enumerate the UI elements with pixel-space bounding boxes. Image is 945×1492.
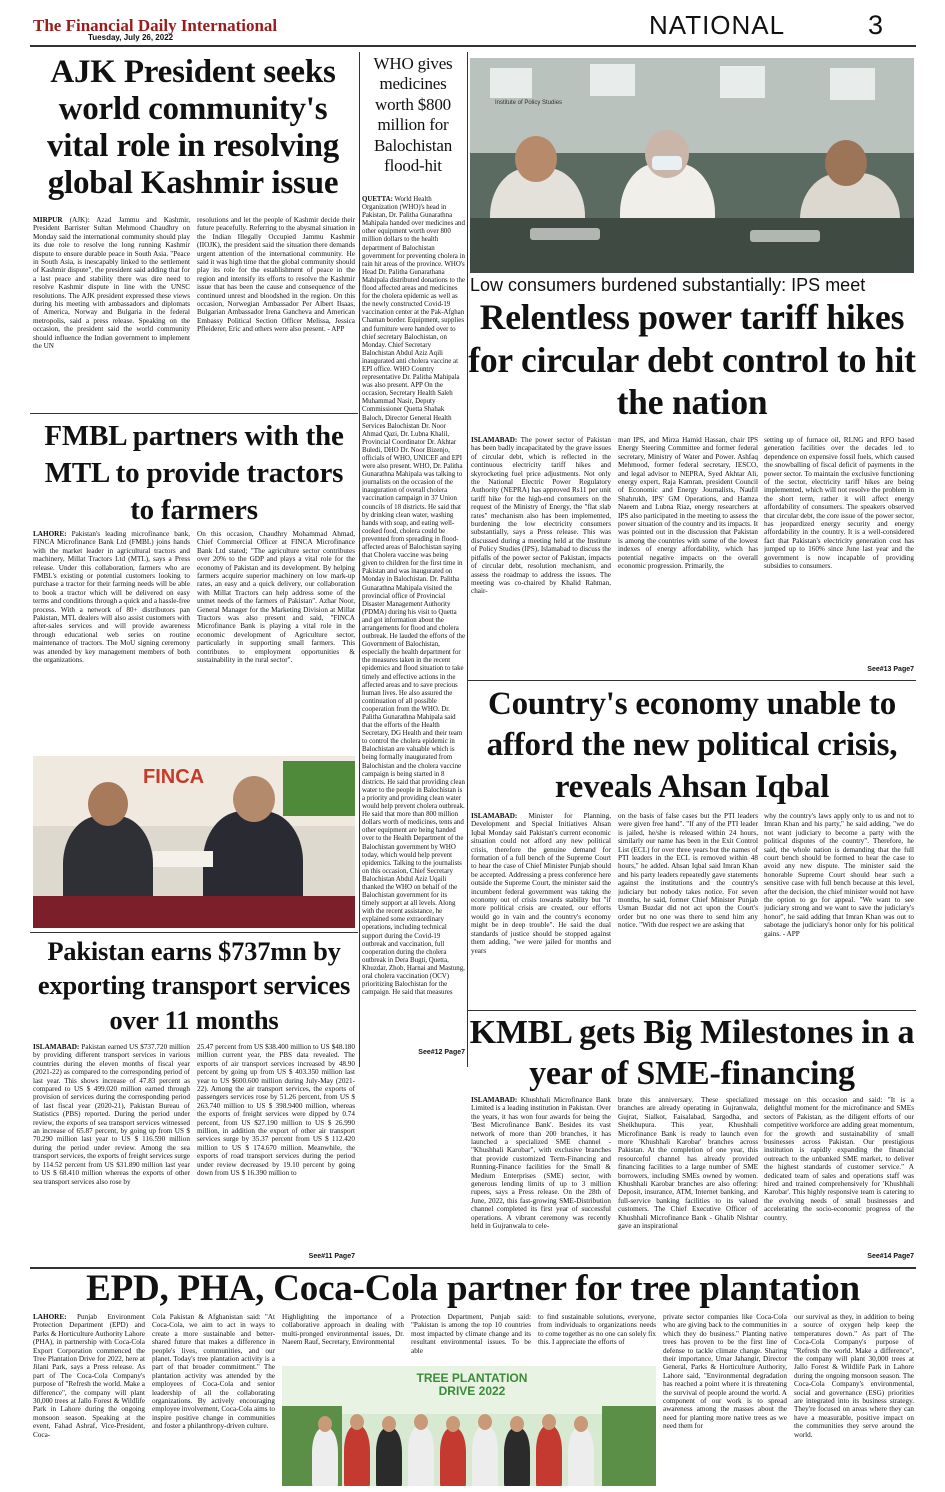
ips-headline: Relentless power tariff hikes for circular debt control to hit the nation <box>468 297 916 423</box>
who-dateline: QUETTA: <box>362 196 393 203</box>
ahsan-dateline: ISLAMABAD: <box>471 812 518 820</box>
ahsan-body-col3: why the country's laws apply only to us and not to Imran Khan and his party," he said adding, "we do not want judiciary to become a party with the political disputes of the country". Therefore, he said, the whole nation is demanding that the full court bench should be formed to hear the case to avoid any new dispute. The minister said the honorable Supreme Court should hear such a sensitive case with full bench because at this level, after the decision, the chief minister would not have the option to go for appeal. "We want to see judiciary strong and we want to save the judiciary's honor", he said adding that Imran Khan was out to sabotage the judiciary's honor only for his political gains. - APP <box>764 812 914 938</box>
kmbl-dateline: ISLAMABAD: <box>471 1096 518 1104</box>
who-body <box>362 196 465 1046</box>
kmbl-body-col3: message on this occasion and said: "It is a delightful moment for the microfinance and SMEs sectors of Pakistan, as the diligent efforts of our competitive workforce are adding great momentum, for the growth and sustainability of small businesses across Pakistan. Our prestigious institution is rapidly expanding the financial outreach to the unbanked SME market, to deliver the highest standards of customer service." A dedicated team of sales and operations staff was hired and trained comprehensively for 'Khushhali Karobar'. This highly responsive team is catering to the evolving needs of small businesses and accelerating the socio-economic progress of the country. <box>764 1096 914 1222</box>
epd-body-col3: Highlighting the importance of a collaborative approach in dealing with multi-pronged environmental issues, Dr. Naeem Rauf, Secretary, Environmental <box>282 1313 404 1347</box>
issue-date: Tuesday, July 26, 2022 <box>88 33 174 42</box>
fmbl-body-col1 <box>33 530 190 752</box>
transport-dateline: ISLAMABAD: <box>33 1043 80 1051</box>
kmbl-continued: See#14 Page7 <box>867 1253 914 1260</box>
ahsan-body-col2: on the basis of false cases but the PTI leaders were given free hand". "If any of the PTI leader is jailed, he/she is released within 24 hours, similarly our name has been in the Exit Control List (ECL) for over three years but the names of PTI leaders in the ECL is removed within 48 hours," he added. Ahsan Iqbal said Imran Khan and his party leaders repeatedly gave statements against the institutions and the country's judiciary but nobody takes notice. For seven months, he said, former Chief Minister Punjab Usman Buzdar did not act upon the Court's order but no one was there to send him any notice. "With due respect we are asking that <box>618 812 758 930</box>
ajk-body-col1 <box>33 216 190 412</box>
ips-text-1: The power sector of Pakistan has been badly incapacitated by the grave issues of circular debt, which is reflected in the continuous electricity tariff hikes and skyrocketing fuel price adjustments. Not only the National Electric Power Regulatory Authority (NEPRA) has approved Rs11 per unit tariff hike for the high-end consumers on the request of the Ministry of Energy, the "flat slab rates" mechanism also has been implemented, burdening the low electricity consumers substantially, says a Press release. This was discussed during a meeting held at the Institute of Policy Studies (IPS), Islamabad to discuss the pitfalls of the power sector of Pakistan, impacts of circular debt, resolution mechanism, and assess the roadmap to address the issues. The meeting was co-chaired by Khalid Rahman, chair- <box>471 436 611 596</box>
who-headline: WHO gives medicines worth $800 million for Balochistan flood-hit <box>373 54 453 175</box>
ahsan-text-1: Minister for Planning, Development and Special Initiatives Ahsan Iqbal Monday said Pakistan's current economic situation could not afford any new political crisis, therefore the genuine demand for formation of a full bench of the Supreme Court to hear the case of Chief Minister Punjab should be accepted. Addressing a press conference here outside the Supreme Court, the minister said the incumbent federal government was taking the economy out of crisis towards stability but "if more political crisis are created, our efforts would go in vain and the country's economy might be in deep trouble". He said the dual standards of justice should be stopped against them adding, "we were jailed for months and years <box>471 812 611 955</box>
page-number: 3 <box>868 10 884 40</box>
epd-headline: EPD, PHA, Coca-Cola partner for tree plantation <box>86 1268 860 1309</box>
fmbl-text-1: Pakistan's leading microfinance bank, FINCA Microfinance Bank Ltd (FMBL) joins hands with the market leader in agricultural tractors and machinery, Millat Tractors Ltd (MTL), says a Press release. Under this collaboration, farmers who are FMBL's existing or potential customers looking to purchase a tractor for their farming needs will be able to book a tractor which will be delivered on easy terms and conditions through a quick and a hassle-free process. With a network of 80+ distributors pan Pakistan, MTL dealers will also assist customers with after-sales services and will provide awareness through educational web series on routine maintenance of tractors. The MoU signing ceremony was attended by key management members of both the organizations. <box>33 530 190 665</box>
kmbl-text-1: Khushhali Microfinance Bank Limited is a leading institution in Pakistan. Over the years, it has won four awards for being the 'Best Microfinance Bank'. Besides its vast network of more than 200 branches, it has launched a specialized SME channel - "Khushhali Karobar", with exclusive branches that provide customized Term-Financing and Running-Finance facilities for the Small & Medium Enterprises (SME) sector, with generous lending limits of up to 3 million rupees, says a Press release. On the 28th of June, 2022, this fast-growing SME-Distribution channel completed its first year of successful operations. A vibrant ceremony was recently held in Gujranwala to cele- <box>471 1096 611 1231</box>
epd-body-col4: Protection Department, Punjab said: "Pakistan is among the top 10 countries most impacted by climate change and its resultant environmental issues. To be able <box>411 1313 531 1355</box>
ajk-body-col2: resolutions and let the people of Kashmir decide their future peacefully. Referring to the abysmal situation in the Indian Illegally Occupied Jammu Kashmir (IIOJK), the president said the situation there demands urgent attention of the international community. He said it was high time that the global community should play its role for the establishment of peace in the region and intensify its efforts to resolve the Kashmir issue that has been the cause and consequence of the continued unrest and bloodshed in the region. On this occasion, Norwegian Ambassador Per Albert Ilsaas, Bulgarian Ambassador Irena Gancheva and American Embassy Political Section Officer Melissa, Jessica Pfleiderer, Eric and others were also present. - APP <box>197 216 355 334</box>
ips-dateline: ISLAMABAD: <box>471 436 518 444</box>
divider <box>468 680 916 681</box>
section-name: NATIONAL <box>649 10 786 40</box>
newspaper-name: The Financial Daily International <box>33 16 278 35</box>
divider <box>468 1010 916 1011</box>
ajk-headline: AJK President seeks world community's vital role in resolving global Kashmir issue <box>46 54 340 201</box>
ajk-dateline: MIRPUR <box>33 216 63 224</box>
epd-text-1: Punjab Environment Protection Department (EPD) and Parks & Horticulture Authority Lahore (PHA), in partnership with Coca-Cola Export Corporation commenced the Tree Plantation Drive for 2022, here at Jilani Park, says a Press release. As part of The Coca-Cola Company's purpose of "Refresh the world. Make a difference", the company will plant 30,000 trees at Jallo Forest & Wildlife Park in Lahore during the ongoing monsoon season. Speaking at the event, Fahad Ashraf, Vice-President, Coca- <box>33 1313 145 1439</box>
epd-body-col1 <box>33 1313 145 1483</box>
column-rule <box>359 52 360 1067</box>
transport-continued: See#11 Page7 <box>308 1253 355 1260</box>
ips-meeting-photo <box>470 58 914 273</box>
kmbl-body-col1 <box>471 1096 611 1268</box>
transport-body-col1 <box>33 1043 190 1267</box>
who-text: World Health Organization (WHO)'s head in Pakistan, Dr. Palitha Gunarathna Mahipala handed over medicines and other equipment worth over 800 million dollars to the health department of Balochistan government for preventing cholera in rain hit areas of the province. WHO's Head Dr. Palitha Gunarathana Mahipala distributed donations to the flood affected areas and medicines for the cholera epidemic as well as the newly constructed Covid-19 vaccination center at the Pak-Afghan Chaman border. Equipment, supplies and furniture were handed over to chief secretary Balochistan, on Monday. Chief Secretary Balochistan Abdul Aziz Aqili inaugurated anti cholera vaccine at EPI office. WHO Country representative Dr. Palitha Mahipala was also present. APP On the occasion, Secretary Health Saleh Muhammad Nasir, Deputy Commissioner Quetta Shahak Baloch, Director General Health Services Balochistan Dr. Noor Ahmad Qazi, Dr. Lubna Khalil, Provincial Coordinator Dr. Akhtar Buledi, DHO Dr. Noor Bizenjo, officials of WHO, UNICEF and EPI were also present. WHO, Dr. Palitha Gunarathna Mahipala was talking to journalists on the occasion of the inauguration of overall cholera vaccination campaign in 37 Union councils of 18 districts. He said that by drinking clean water, washing hands with soap, and eating well-cooked food, cholera could be prevented from spreading in flood-affected areas of Balochistan saying that Cholera vaccine was being given to children for the first time in Pakistan and was inaugurated on Monday in Balochistan. Dr. Palitha Gunarathna Mahipala visited the provincial office of Provincial Disaster Management Authority (PDMA) during his visit to Quetta and got information about the arrangements for flood and cholera outbreak. He lauded the efforts of the Government of Balochistan, especially the health department for the measures taken in the recent epidemics and flood situation to take timely and effective actions in the affected areas and to save precious human lives. He also assured the continuation of all possible cooperation from the WHO. Dr. Palitha Gunarathna Mahipala said that the efforts of the Health Secretary, DG Health and their team to control the cholera epidemic in Balochistan are valuable which is being formally inaugurated from Balochistan and the cholera vaccine campaign is being started in 8 districts. He said that providing clean water to the people in Balochistan is a priority and providing clean water would help prevent cholera outbreak. He said that more than 800 million dollars worth of medicines, tents and other equipment are being handed over to the Health Department of the Balochistan government by WHO today, which would help prevent epidemics. Talking to the journalists on this occasion, Chief Secretary Balochistan Abdul Aziz Uqaili thanked the WHO on behalf of the Balochistan government for its timely support at all levels. Along with the recent assistance, he explained some extraordinary operations, including technical support during the Covid-19 outbreak and vaccination, full cooperation during the cholera outbreak in Dera Bugti, Quetta, Khuzdar, Zhob, Harnai and Mastung, oral cholera vaccination (OCV) prioritizing Balochistan for the campaign. He said that measures <box>362 196 465 997</box>
masthead-rule <box>30 45 916 47</box>
fmbl-signing-photo <box>33 756 355 928</box>
ips-logo-text: Institute of Policy Studies <box>495 100 563 106</box>
ips-continued: See#13 Page7 <box>867 666 914 673</box>
epd-body-col7: our survival as they, in addition to being a source of oxygen help keep the temperatures down." As part of The Coca-Cola Company's purpose of "Refresh the world. Make a difference", the company will plant 30,000 trees at Jallo Forest & Wildlife Park in Lahore during the ongoing monsoon season. The Coca-Cola Company's environmental, social and governance (ESG) priorities are integrated into its business strategy. They're focused on areas where they can have a measurable, positive impact on the communities they serve around the world. <box>794 1313 914 1439</box>
ahsan-body-col1 <box>471 812 611 1008</box>
transport-headline: Pakistan earns $737mn by exporting transport services over 11 months <box>37 936 351 1035</box>
who-continued: See#12 Page7 <box>418 1049 465 1056</box>
tree-plantation-banner: TREE PLANTATION DRIVE 2022 <box>416 1371 528 1398</box>
ips-body-col3: setting up of furnace oil, RLNG and RFO based generation facilities over the decades led to dependence on expensive fossil fuels, which caused the snowballing of fiscal deficit of payments in the power sector. To maintain the exclusive functioning of the sector, electricity tariff hikes are being implemented, which will not resolve the problem in the short term, rather it will affect energy affordability of consumers. The speakers observed that circular debt, the core issue of the power sector, has jeopardized energy security and energy affordability in the country. It is a well-considered fact that Pakistan's electricity generation cost has jumped up to 160% since June last year and the government is now incapable of providing subsidies to consumers. <box>764 436 914 571</box>
epd-body-col5: to find sustainable solutions, everyone, from individuals to organizations needs to come together as no one can solely fix this. I appreciate the efforts of <box>538 1313 656 1347</box>
fmbl-headline: FMBL partners with the MTL to provide tractors to farmers <box>44 420 344 527</box>
ajk-text-1: (AJK): Azad Jammu and Kashmir, President Barrister Sultan Mehmood Chaudhry on Monday said the international community should play its due role to resolve the long running Kashmir dispute to ensure durable peace in South Asia. "Peace in South Asia, is inescapably linked to the settlement of Kashmir dispute", the president said adding that for a last peace and stability there was dire need to resolve Kashmir dispute in line with the UNSC resolutions. The AJK president expressed these views during his meeting with ambassadors and diplomats of America, Norway and Bulgaria in the federal metropolis, said a press release. Speaking on the occasion, the president said the world community should influence the Indian government to implement the UN <box>33 216 190 351</box>
tree-plantation-photo <box>282 1366 656 1486</box>
transport-body-col2: 25.47 percent from US $38.400 million to US $48.180 million current year, the PBS data revealed. The exports of air transport services increased by 48.90 percent by going up from US $ 403.350 million last year to US $600.600 million during July-May (2021-22). Among the air transport services, the exports of passengers services rose by 51.26 percent, from US $ 263.740 million to US $ 398.9400 million, whereas the exports of freight services were dipped by 0.74 percent, from US $27.190 million to US $ 26.990 million, in addition the export of other air transport services surge by 35.37 percent from US $ 112.420 million to US $ 174.670 million. Meanwhile, the exports of road transport services during the period under review decreased by 19.10 percent by going down from US $ 16.390 million to <box>197 1043 355 1178</box>
fmbl-body-col2: On this occasion, Chaudhry Mohammad Ahmad, Chief Commercial Officer at FINCA Microfinance Bank Ltd stated; "The agriculture sector contributes over 20% to the GDP and plays a vital role for the economy of Pakistan and its development. By helping farmers acquire superior machinery on low mark-up rates, an easy and a quick delivery, our collaboration with Millat Tractors can help address some of the unmet needs of the farmers of Pakistan". Azhar Noor, General Manager for the Marketing Division at Millat Tractors was also present and said, "FINCA Microfinance Bank is playing a vital role in the economic development of Agriculture sector, particularly in supporting small farmers. This contributes to employment opportunities & sustainability in the rural sector". <box>197 530 355 665</box>
ips-body-col2: man IPS, and Mirza Hamid Hassan, chair IPS Energy Steering Committee and former federal secretary, Ministry of Water and Power. Ashfaq Mehmood, former federal secretary, IESCO, and legal advisor to NEPRA, Syed Akhtar Ali, energy expert, Raja Kamran, president Council of Economic and Energy Journalists, Naufil Shahrukh, IPS' GM Operations, and Hamza Naeem and Lubna Riaz, energy researchers at IPS also participated in the meeting to assess the power situation of the country and its impacts. It was pointed out in the discussion that Pakistan is among the countries with some of the lowest indexes of energy affordability, which has potential negative impacts on the overall economic progression. Primarily, the <box>618 436 758 571</box>
column-rule <box>467 52 468 1067</box>
kmbl-headline: KMBL gets Big Milestones in a year of SME-financing <box>469 1014 915 1093</box>
transport-text-1: Pakistan earned US $737.720 million by providing different transport services in various countries during the eleven months of fiscal year (2021-22) as compared to the corresponding period of last year. This shows increase of 47.83 percent as compared to US $ 499.020 million earned through provision of services during the corresponding period of last fiscal year (2020-21), Pakistan Bureau of Statistics (PBS) reported. During the period under review, the exports of sea transport services witnessed an increase of 65.87 percent, by going up from US $ 70.290 million last year to US $ 116.590 million during the period under review. Among the sea transport services, the exports of freight services surge by 114.52 percent from US $31.890 million last year to US $ 68.410 million whereas the exports of other sea transport services also rose by <box>33 1043 190 1186</box>
fmbl-dateline: LAHORE: <box>33 530 67 538</box>
kmbl-body-col2: brate this anniversary. These specialized branches are already operating in Gujranwala, Gujrat, Sialkot, Faisalabad, Sargodha, and Sheikhupura. This year, Khushhali Microfinance Bank is ready to launch even more 'Khushhali Karobar' branches across Pakistan. At the completion of one year, this resourceful channel has already provided financing facilities to a large number of SME borrowers, including SMEs owned by women. Khushhali Karobar branches are also offering: Deposit, insurance, ATM, Internet banking, and full-service banking facilities to its valued customers. The Chief Executive Officer of Khushhali Microfinance Bank - Ghalib Nishtar gave an inspirational <box>618 1096 758 1231</box>
finca-banner-text: FINCA <box>143 766 205 788</box>
epd-dateline: LAHORE: <box>33 1313 67 1321</box>
ahsan-headline: Country's economy unable to afford the new political crisis, reveals Ahsan Iqbal <box>486 686 898 805</box>
ips-body-col1 <box>471 436 611 670</box>
epd-body-col6: private sector companies like Coca-Cola who are giving back to the communities in which they do business." Planting native trees has proven to be the first line of defense to tackle climate change. Sharing their importance, Umar Jahangir, Director General, Parks & Horticulture Authority, Lahore said, "Environmental degradation has reached a point where it is threatening the survival of people around the world. A component of our work is to spread awareness among the masses about the need for planting more native trees as we need them for <box>663 1313 787 1431</box>
divider <box>30 413 358 414</box>
ips-photo-caption: Low consumers burdened substantially: IPS meet <box>470 275 866 295</box>
divider <box>30 932 358 933</box>
epd-body-col2: Cola Pakistan & Afghanistan said: "At Coca-Cola, we aim to act in ways to create a more sustainable and better-shared future that makes a difference in people's lives, communities, and our planet. Today's tree plantation activity is a part of that broader commitment." The plantation activity was attended by the employees of Coca-Cola and senior leadership of all the collaborating organizations. By actively encouraging employee involvement, Coca-Cola aims to inspire positive change in communities and foster a philanthropy-driven culture. <box>152 1313 275 1431</box>
